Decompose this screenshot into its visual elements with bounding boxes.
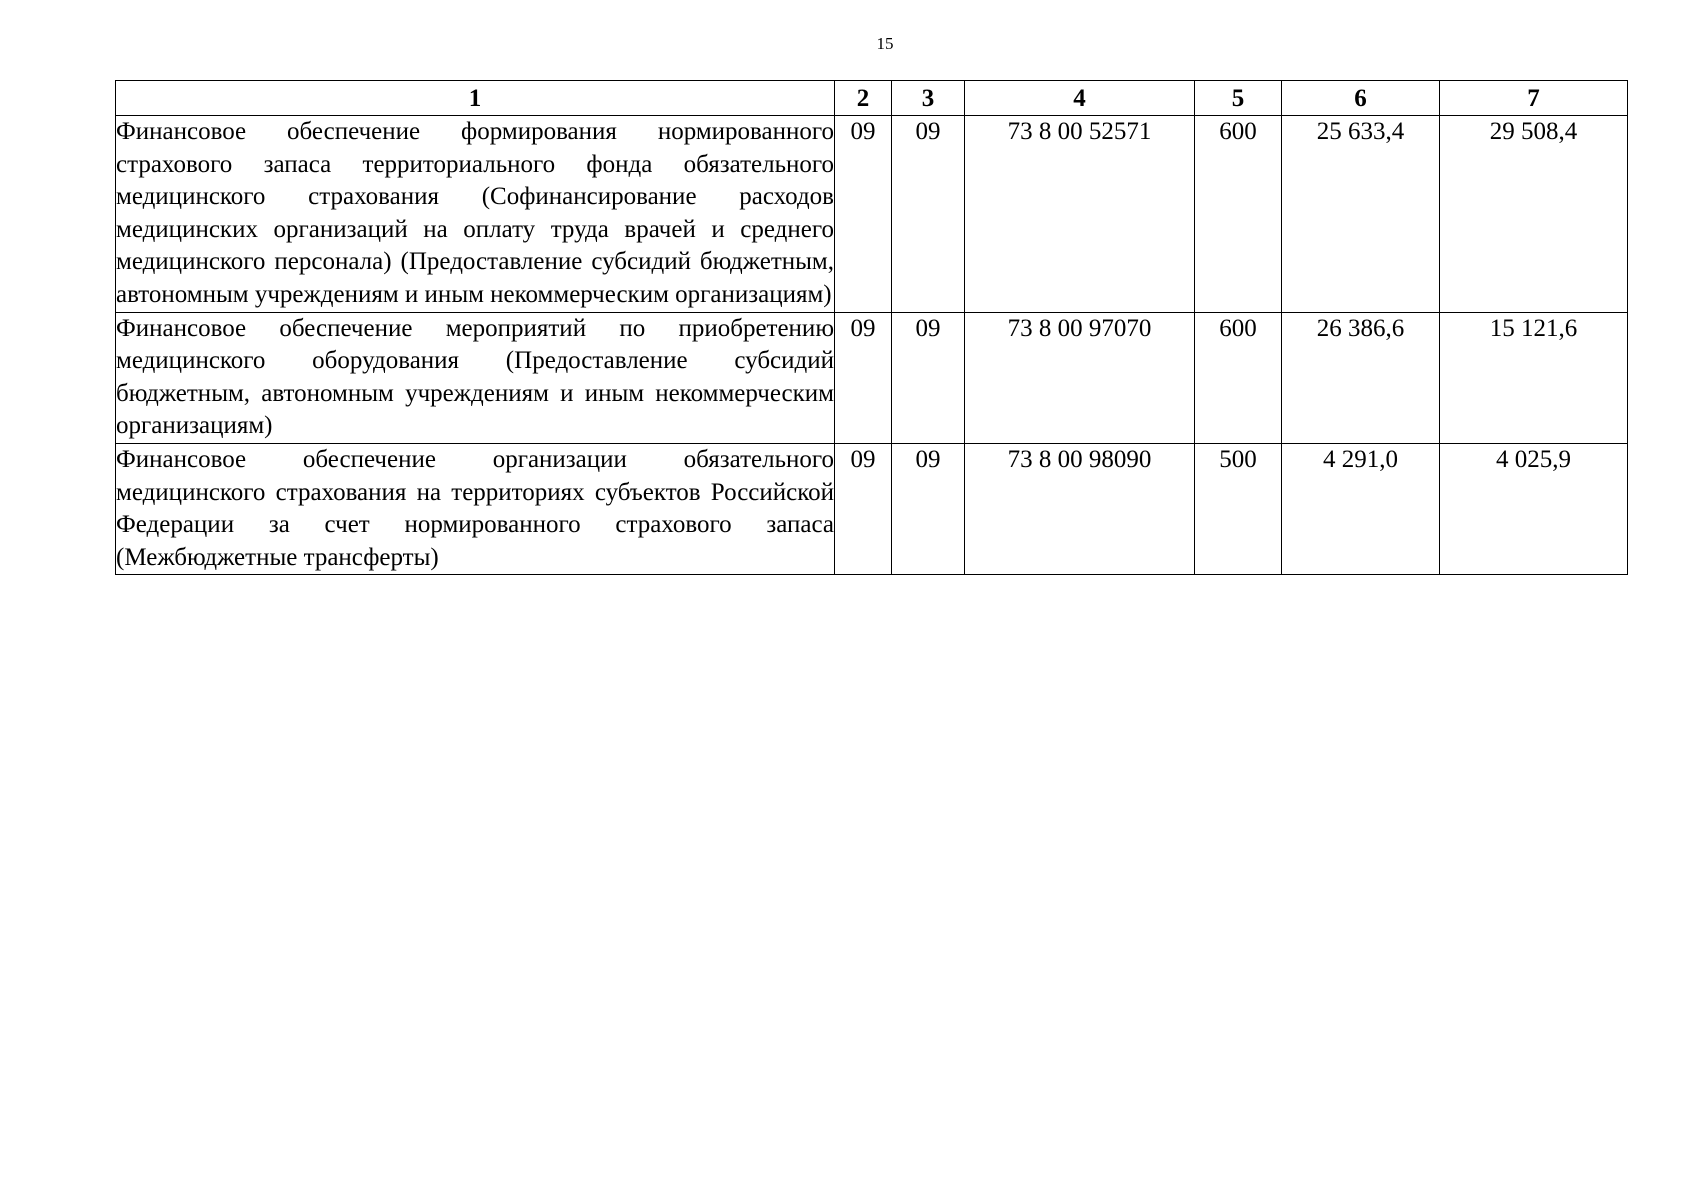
table-row [116, 443, 1628, 574]
table-row [116, 116, 1628, 313]
column-header: 6 [1282, 81, 1440, 116]
amount-col7: 4 025,9 [1440, 443, 1628, 574]
row-description: Финансовое обеспечение мероприятий по приобретению медицинского оборудования (Предоставление субсидий бюджетным, автономным учреждениям и иным некоммерческим организациям) [116, 312, 835, 443]
expense-type-code: 500 [1195, 443, 1282, 574]
section-code: 09 [835, 312, 892, 443]
column-header: 5 [1195, 81, 1282, 116]
subsection-code: 09 [892, 116, 965, 313]
column-header: 7 [1440, 81, 1628, 116]
row-description: Финансовое обеспечение формирования нормированного страхового запаса территориального фонда обязательного медицинского страхования (Софинансирование расходов медицинских организаций на оплату труда врачей и среднего медицинского персонала) (Предоставление субсидий бюджетным, автономным учреждениям и иным некоммерческим организациям) [116, 116, 835, 313]
amount-col6: 25 633,4 [1282, 116, 1440, 313]
table-header-row [116, 81, 1628, 116]
target-article-code: 73 8 00 52571 [965, 116, 1195, 313]
section-code: 09 [835, 443, 892, 574]
expense-type-code: 600 [1195, 116, 1282, 313]
column-header: 2 [835, 81, 892, 116]
column-header: 4 [965, 81, 1195, 116]
expense-type-code: 600 [1195, 312, 1282, 443]
amount-col6: 4 291,0 [1282, 443, 1440, 574]
amount-col7: 29 508,4 [1440, 116, 1628, 313]
subsection-code: 09 [892, 312, 965, 443]
target-article-code: 73 8 00 98090 [965, 443, 1195, 574]
subsection-code: 09 [892, 443, 965, 574]
amount-col7: 15 121,6 [1440, 312, 1628, 443]
budget-table [115, 80, 1628, 575]
target-article-code: 73 8 00 97070 [965, 312, 1195, 443]
column-header: 3 [892, 81, 965, 116]
table-row [116, 312, 1628, 443]
section-code: 09 [835, 116, 892, 313]
page-number: 15 [876, 34, 894, 53]
amount-col6: 26 386,6 [1282, 312, 1440, 443]
row-description: Финансовое обеспечение организации обязательного медицинского страхования на территориях субъектов Российской Федерации за счет нормированного страхового запаса (Межбюджетные трансферты) [116, 443, 835, 574]
column-header: 1 [116, 81, 835, 116]
